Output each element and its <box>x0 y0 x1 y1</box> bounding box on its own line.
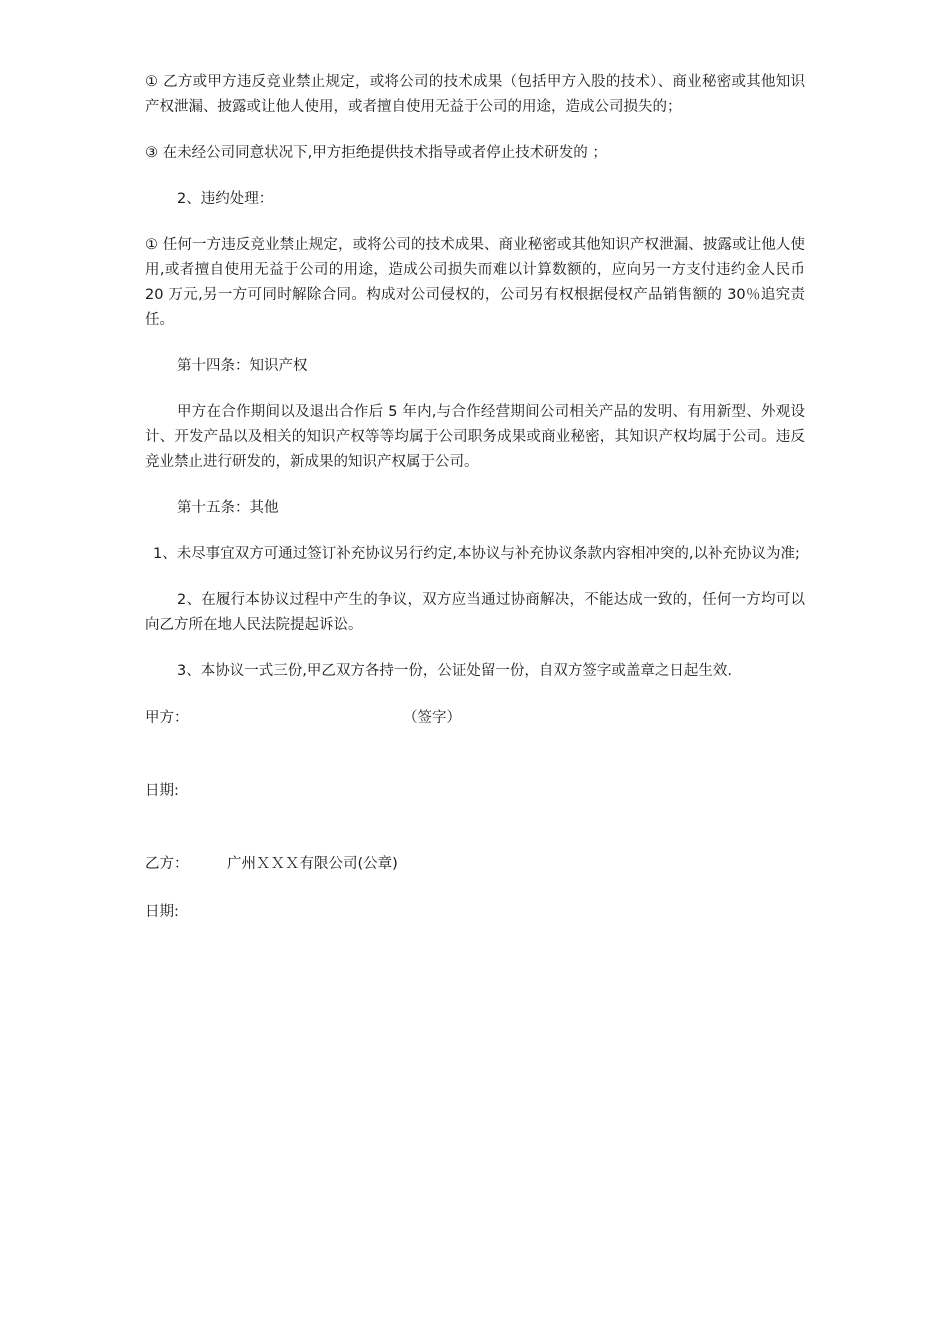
breach-item-1: ① 乙方或甲方违反竞业禁止规定，或将公司的技术成果（包括甲方入股的技术）、商业秘密或其他知识产权泄漏、披露或让他人使用，或者擅自使用无益于公司的用途，造成公司损失的； <box>145 74 805 115</box>
party-b-label: 乙方： <box>145 856 189 872</box>
party-b-date-label: 日期: <box>145 904 179 920</box>
party-a-date-row <box>145 779 805 804</box>
article-15-item-3: 3、本协议一式三份,甲乙双方各持一份，公证处留一份，自双方签字或盖章之日起生效. <box>177 663 732 679</box>
article-15-item-2: 2、在履行本协议过程中产生的争议，双方应当通过协商解决，不能达成一致的，任何一方均可以向乙方所在地人民法院提起诉讼。 <box>145 592 805 633</box>
party-a-label: 甲方： <box>145 710 189 726</box>
article-14-body: 甲方在合作期间以及退出合作后 5 年内,与合作经营期间公司相关产品的发明、有用新型、外观设计、开发产品以及相关的知识产权等等均属于公司职务成果或商业秘密，其知识产权均属于公司。违反竞业禁止进行研发的，新成果的知识产权属于公司。 <box>145 404 805 470</box>
article-15-heading: 第十五条：其他 <box>177 500 279 516</box>
breach-handling-item-1: ① 任何一方违反竞业禁止规定，或将公司的技术成果、商业秘密或其他知识产权泄漏、披露或让他人使用,或者擅自使用无益于公司的用途，造成公司损失而难以计算数额的，应向另一方支付违约金人民币 20 万元,另一方可同时解除合同。构成对公司侵权的，公司另有权根据侵权产品销售额的 30％追究责任。 <box>145 237 805 328</box>
breach-handling-heading: 2、违约处理： <box>177 191 274 207</box>
party-a-sign-note: （签字） <box>403 710 461 726</box>
breach-item-3: ③ 在未经公司同意状况下,甲方拒绝提供技术指导或者停止技术研发的 ； <box>145 145 607 161</box>
document-page <box>145 70 805 925</box>
party-a-date-label: 日期: <box>145 783 179 799</box>
article-14-heading: 第十四条：知识产权 <box>177 358 308 374</box>
party-b-signature-row <box>145 852 805 877</box>
party-b-company: 广州ＸＸＸ有限公司(公章) <box>227 856 398 872</box>
party-b-date-row <box>145 900 805 925</box>
party-a-signature-row <box>145 706 805 731</box>
article-15-item-1: 1、未尽事宜双方可通过签订补充协议另行约定,本协议与补充协议条款内容相冲突的,以补充协议为准; <box>153 546 800 562</box>
